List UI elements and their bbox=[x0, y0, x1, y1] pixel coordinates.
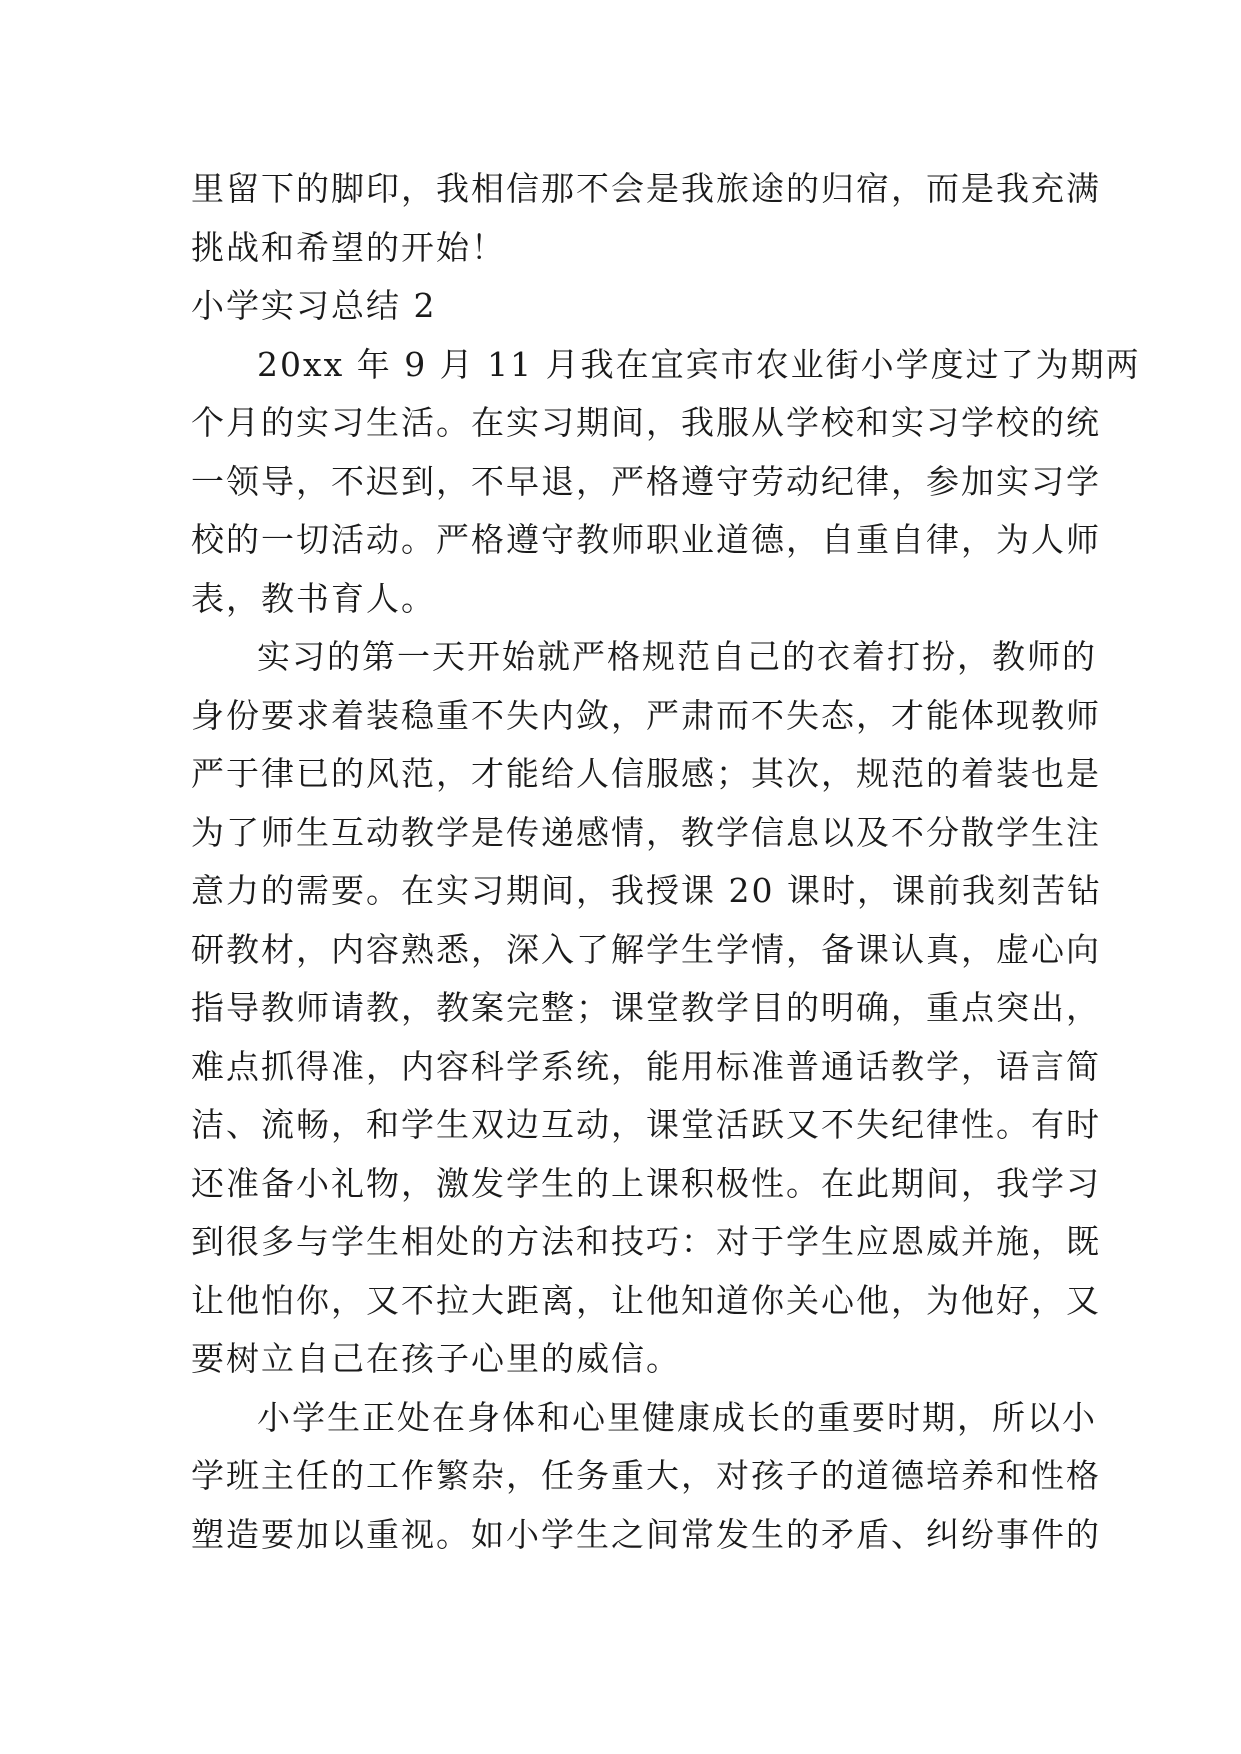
text-line: 研教材，内容熟悉，深入了解学生学情，备课认真，虚心向 bbox=[191, 929, 1101, 969]
text-line: 塑造要加以重视。如小学生之间常发生的矛盾、纠纷事件的 bbox=[191, 1514, 1101, 1554]
text-line: 严于律已的风范，才能给人信服感；其次，规范的着装也是 bbox=[191, 754, 1101, 793]
text-line: 难点抓得准，内容科学系统，能用标准普通话教学，语言简 bbox=[191, 1046, 1101, 1086]
text-line: 到很多与学生相处的方法和技巧：对于学生应恩威并施，既 bbox=[191, 1222, 1101, 1261]
text-line: 要树立自己在孩子心里的威信。 bbox=[191, 1339, 681, 1378]
paragraph-3 bbox=[191, 1389, 1101, 1565]
text-line: 让他怕你，又不拉大距离，让他知道你关心他，为他好，又 bbox=[191, 1280, 1101, 1320]
text-line: 挑战和希望的开始！ bbox=[191, 227, 506, 267]
text-line: 里留下的脚印，我相信那不会是我旅途的归宿，而是我充满 bbox=[191, 169, 1101, 208]
paragraph-1 bbox=[191, 336, 1141, 629]
text-line: 小学生正处在身体和心里健康成长的重要时期，所以小 bbox=[257, 1397, 1097, 1437]
document-body bbox=[191, 160, 1141, 1564]
text-line: 一领导，不迟到，不早退，严格遵守劳动纪律，参加实习学 bbox=[191, 461, 1101, 501]
text-line: 学班主任的工作繁杂，任务重大，对孩子的道德培养和性格 bbox=[191, 1456, 1101, 1495]
section-heading: 小学实习总结 2 bbox=[191, 286, 437, 325]
text-line: 还准备小礼物，激发学生的上课积极性。在此期间，我学习 bbox=[191, 1163, 1101, 1203]
text-line: 为了师生互动教学是传递感情，教学信息以及不分散学生注 bbox=[191, 812, 1101, 852]
text-line: 20xx 年 9 月 11 月我在宜宾市农业街小学度过了为期两 bbox=[257, 344, 1141, 384]
text-line: 实习的第一天开始就严格规范自己的衣着打扮，教师的 bbox=[257, 637, 1097, 676]
text-line: 洁、流畅，和学生双边互动，课堂活跃又不失纪律性。有时 bbox=[191, 1105, 1101, 1144]
text-line: 指导教师请教，教案完整；课堂教学目的明确，重点突出， bbox=[191, 988, 1101, 1027]
text-line: 校的一切活动。严格遵守教师职业道德，自重自律，为人师 bbox=[191, 520, 1101, 559]
text-line: 个月的实习生活。在实习期间，我服从学校和实习学校的统 bbox=[191, 403, 1101, 442]
paragraph-continued bbox=[191, 160, 1101, 277]
text-line: 意力的需要。在实习期间，我授课 20 课时，课前我刻苦钻 bbox=[191, 871, 1102, 910]
text-line: 表，教书育人。 bbox=[191, 578, 436, 618]
paragraph-2 bbox=[191, 628, 1102, 1389]
text-line: 身份要求着装稳重不失内敛，严肃而不失态，才能体现教师 bbox=[191, 695, 1101, 735]
